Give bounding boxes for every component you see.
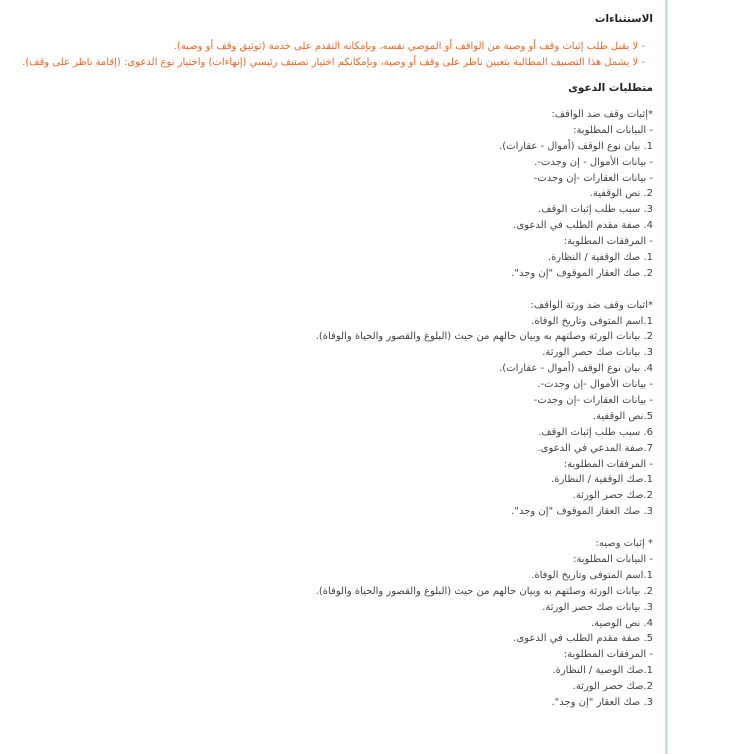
exception-item: - لا يشمل هذا التصنيف المطالبة بتعيين ناظر على وقف أو وصية، وبإمكانكم اختيار تصنيف رئيسي (إنهاءات) واختيار نوع الدعوى: (إقامة ناظر على وقف). [22, 56, 645, 68]
requirement-line: - البيانات المطلوبة: [573, 553, 653, 565]
exceptions-heading: الاستثناءات [594, 13, 653, 25]
requirement-line: - البيانات المطلوبة: [573, 124, 653, 136]
requirement-line: 4. نص الوصية. [591, 617, 653, 629]
requirement-line: - المرفقات المطلوبة: [563, 236, 653, 248]
requirement-line: 1.صك الوصية / النظارة. [552, 665, 653, 677]
requirement-line: 3. صك العقار "إن وجد". [551, 696, 653, 708]
requirement-line: 2. بيانات الورثة وصلتهم به وبيان حالهم من حيث (البلوغ والقصور والحياة والوفاة). [315, 331, 653, 343]
requirement-line: *اثبات وقف ضد ورثة الواقف: [530, 299, 653, 311]
exception-item: - لا يقبل طلب إثبات وقف أو وصية من الواقف أو الموصي نفسه، وبإمكانه التقدم على خدمة (توثيق وقف أو وصية). [173, 41, 645, 52]
requirement-line: 1. بيان نوع الوقف (أموال - عقارات). [499, 140, 653, 152]
requirement-line: - بيانات الأموال - إن وجدت-. [534, 156, 653, 168]
requirement-line: - المرفقات المطلوبة: [563, 458, 653, 470]
case-requirements-content [13, 11, 653, 727]
requirement-line: - بيانات العقارات -إن وجدت- [533, 395, 653, 407]
requirement-line: 3. سبب طلب إثبات الوقف. [538, 204, 653, 216]
requirement-line: 2.صك حصر الورثة. [572, 490, 653, 502]
requirement-line: 6. سبب طلب إثبات الوقف. [538, 426, 653, 438]
requirement-line: 3. بيانات صك حصر الورثة. [542, 347, 653, 359]
requirement-line: * إثبات وصيه: [595, 538, 653, 550]
requirement-line: 2. بيانات الورثة وصلتهم به وبيان حالهم من حيث (البلوغ والقصور والحياة والوفاة). [315, 585, 653, 597]
requirement-line: 2.صك حصر الورثة. [572, 681, 653, 693]
requirement-section-waqf-against-endower [13, 107, 653, 282]
requirement-line: 2. نص الوقفية. [589, 188, 653, 200]
requirement-line: 2. صك العقار الموقوف "إن وجد". [511, 267, 653, 279]
requirement-line: 1.اسم المتوفى وتاريخ الوفاة. [531, 315, 653, 327]
requirement-line: *إثبات وقف ضد الواقف: [551, 109, 653, 120]
requirement-line: 5. صفة مقدم الطلب في الدعوى. [513, 633, 653, 645]
requirement-line: 4. صفة مقدم الطلب في الدعوى. [513, 220, 653, 232]
requirement-section-waqf-against-heirs [13, 298, 653, 520]
requirement-line: - بيانات الأموال -إن وجدت-. [537, 379, 653, 391]
requirement-line: 1.اسم المتوفى وتاريخ الوفاة. [531, 569, 653, 581]
requirement-line: - بيانات العقارات -إن وجدت- [533, 172, 653, 184]
requirement-line: 3. صك العقار الموقوف "إن وجد". [511, 506, 653, 518]
requirements-heading: متطلبات الدعوى [568, 82, 653, 94]
requirement-line: 3. بيانات صك حصر الورثة. [542, 601, 653, 613]
requirement-line: 5.نص الوقفية. [592, 410, 653, 422]
requirement-section-will [13, 536, 653, 711]
exceptions-list [13, 39, 653, 70]
requirement-line: 1.صك الوقفية / النظارة. [551, 474, 653, 486]
requirement-line: - المرفقات المطلوبة: [563, 649, 653, 661]
requirement-line: 7.صفة المدعي في الدعوى. [537, 442, 653, 454]
requirement-line: 4. بيان نوع الوقف (أموال - عقارات). [499, 363, 653, 375]
requirement-line: 1. صك الوقفية / النظارة. [547, 252, 653, 264]
